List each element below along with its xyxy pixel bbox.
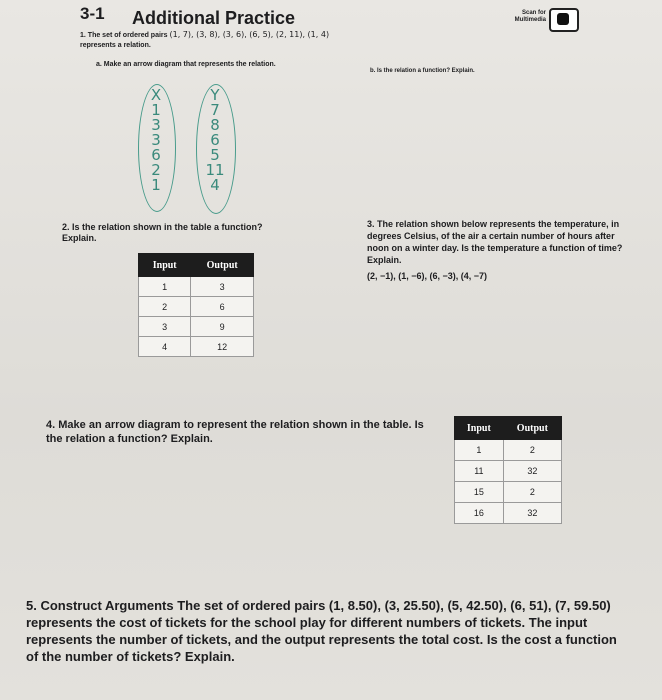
table-cell: 1 [139, 277, 191, 297]
q2-table [138, 253, 254, 357]
x-value: 6 [151, 146, 161, 164]
table-row [455, 440, 562, 461]
lesson-number: 3-1 [80, 4, 105, 23]
table-cell: 32 [503, 503, 561, 524]
range-values [202, 88, 228, 193]
q1-text-after: represents a relation. [80, 42, 151, 49]
q3-pairs: (2, −1), (1, −6), (6, −3), (4, −7) [367, 271, 488, 281]
y-value: 4 [210, 176, 220, 194]
q2-number: 2. [62, 222, 70, 232]
y-header: Y [210, 86, 220, 104]
y-value: 7 [210, 101, 220, 119]
question-1 [80, 30, 500, 51]
table-cell: 1 [455, 440, 504, 461]
table-row [139, 337, 254, 357]
table-cell: 4 [139, 337, 191, 357]
q4-number: 4. [46, 419, 56, 431]
question-5 [26, 597, 626, 665]
page-title: Additional Practice [132, 8, 296, 28]
y-value: 6 [210, 131, 220, 149]
q5-lead: Construct Arguments [40, 598, 174, 613]
q1-pairs: (1, 7), (3, 8), (3, 6), (6, 5), (2, 11), (1, 4) [169, 30, 330, 39]
q1-part-a: a. Make an arrow diagram that represents the relation. [96, 61, 276, 68]
y-value: 8 [210, 116, 220, 134]
question-4 [46, 418, 426, 446]
table-row [455, 461, 562, 482]
x-value: 1 [151, 176, 161, 194]
table-cell: 11 [455, 461, 504, 482]
multimedia-icon[interactable] [549, 8, 579, 32]
y-value: 11 [205, 161, 225, 179]
table-header-output: Output [503, 417, 561, 440]
q1-part-b: b. Is the relation a function? Explain. [370, 68, 475, 74]
question-2 [62, 222, 292, 244]
table-header-input: Input [139, 254, 191, 277]
question-3 [367, 218, 637, 282]
table-row [455, 482, 562, 503]
table-cell: 2 [139, 297, 191, 317]
x-value: 1 [151, 101, 161, 119]
q4-text: Make an arrow diagram to represent the relation shown in the table. Is the relation a function? Explain. [46, 419, 424, 445]
table-cell: 32 [503, 461, 561, 482]
q4-table [454, 416, 562, 524]
table-cell: 3 [191, 277, 254, 297]
table-header-input: Input [455, 417, 504, 440]
q1-text-before: The set of ordered pairs [87, 32, 168, 39]
x-value: 3 [151, 116, 161, 134]
table-row [139, 297, 254, 317]
x-value: 3 [151, 131, 161, 149]
table-cell: 15 [455, 482, 504, 503]
scan-label: Scan for Multimedia [514, 10, 546, 23]
q3-text: The relation shown below represents the temperature, in degrees Celsius, of the air a certain number of hours after noon on a winter day. Is the temperature a function of time? Explain. [367, 219, 623, 265]
domain-values [143, 88, 169, 193]
q1-number: 1. [80, 32, 86, 39]
q5-text: The set of ordered pairs (1, 8.50), (3, 25.50), (5, 42.50), (6, 51), (7, 59.50) represents the cost of tickets for the school play for different numbers of tickets. The input represents the number of tickets, and the output represents the total cost. Is the cost a function of the number of tickets? Explain. [26, 598, 617, 664]
q5-number: 5. [26, 598, 37, 613]
q2-text: Is the relation shown in the table a function? Explain. [62, 222, 263, 243]
q3-number: 3. [367, 219, 375, 229]
table-row [139, 317, 254, 337]
table-row [455, 503, 562, 524]
table-cell: 2 [503, 440, 561, 461]
x-value: 2 [151, 161, 161, 179]
y-value: 5 [210, 146, 220, 164]
table-cell: 6 [191, 297, 254, 317]
table-cell: 2 [503, 482, 561, 503]
x-header: X [150, 86, 162, 104]
table-cell: 12 [191, 337, 254, 357]
table-cell: 16 [455, 503, 504, 524]
table-cell: 9 [191, 317, 254, 337]
table-header-output: Output [191, 254, 254, 277]
table-row [139, 277, 254, 297]
table-cell: 3 [139, 317, 191, 337]
